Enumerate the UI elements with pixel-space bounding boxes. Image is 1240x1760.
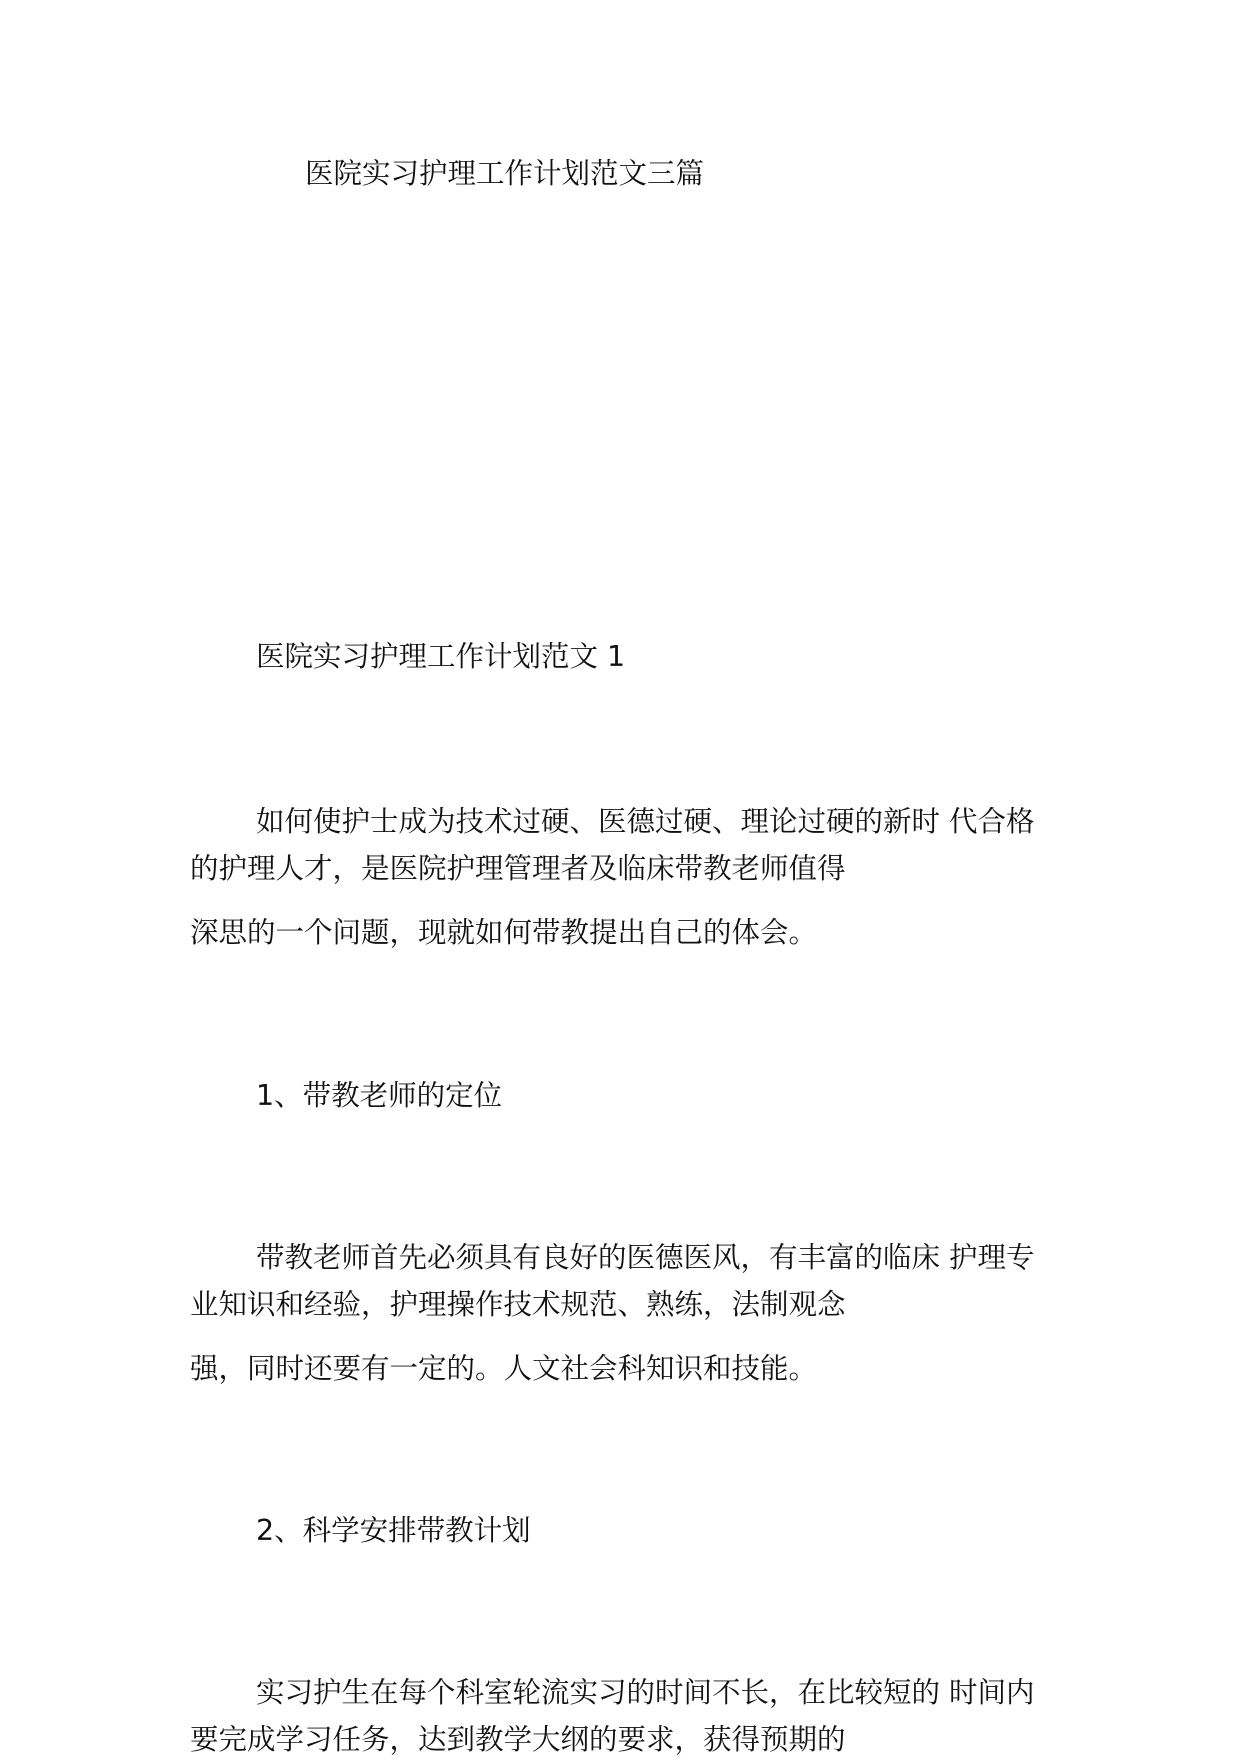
paragraph-line: 带教老师首先必须具有良好的医德医风，有丰富的临床 护理专 — [256, 1241, 1035, 1274]
paragraph-line: 如何使护士成为技术过硬、医德过硬、理论过硬的新时 代合格 — [256, 805, 1035, 838]
paragraph-line: 实习护生在每个科室轮流实习的时间不长，在比较短的 时间内 — [256, 1676, 1035, 1709]
section-heading: 医院实习护理工作计划范文 1 — [256, 640, 626, 673]
paragraph-line: 的护理人才，是医院护理管理者及临床带教老师值得 — [190, 852, 846, 885]
paragraph-line: 业知识和经验，护理操作技术规范、熟练，法制观念 — [190, 1288, 846, 1321]
subsection-title: 1、带教老师的定位 — [256, 1079, 503, 1112]
paragraph-line: 强，同时还要有一定的。人文社会科知识和技能。 — [190, 1352, 818, 1385]
subsection-title: 2、科学安排带教计划 — [256, 1514, 531, 1547]
paragraph-line: 要完成学习任务，达到教学大纲的要求，获得预期的 — [190, 1723, 846, 1756]
document-title: 医院实习护理工作计划范文三篇 — [305, 157, 705, 190]
paragraph-line: 深思的一个问题，现就如何带教提出自己的体会。 — [190, 916, 818, 949]
